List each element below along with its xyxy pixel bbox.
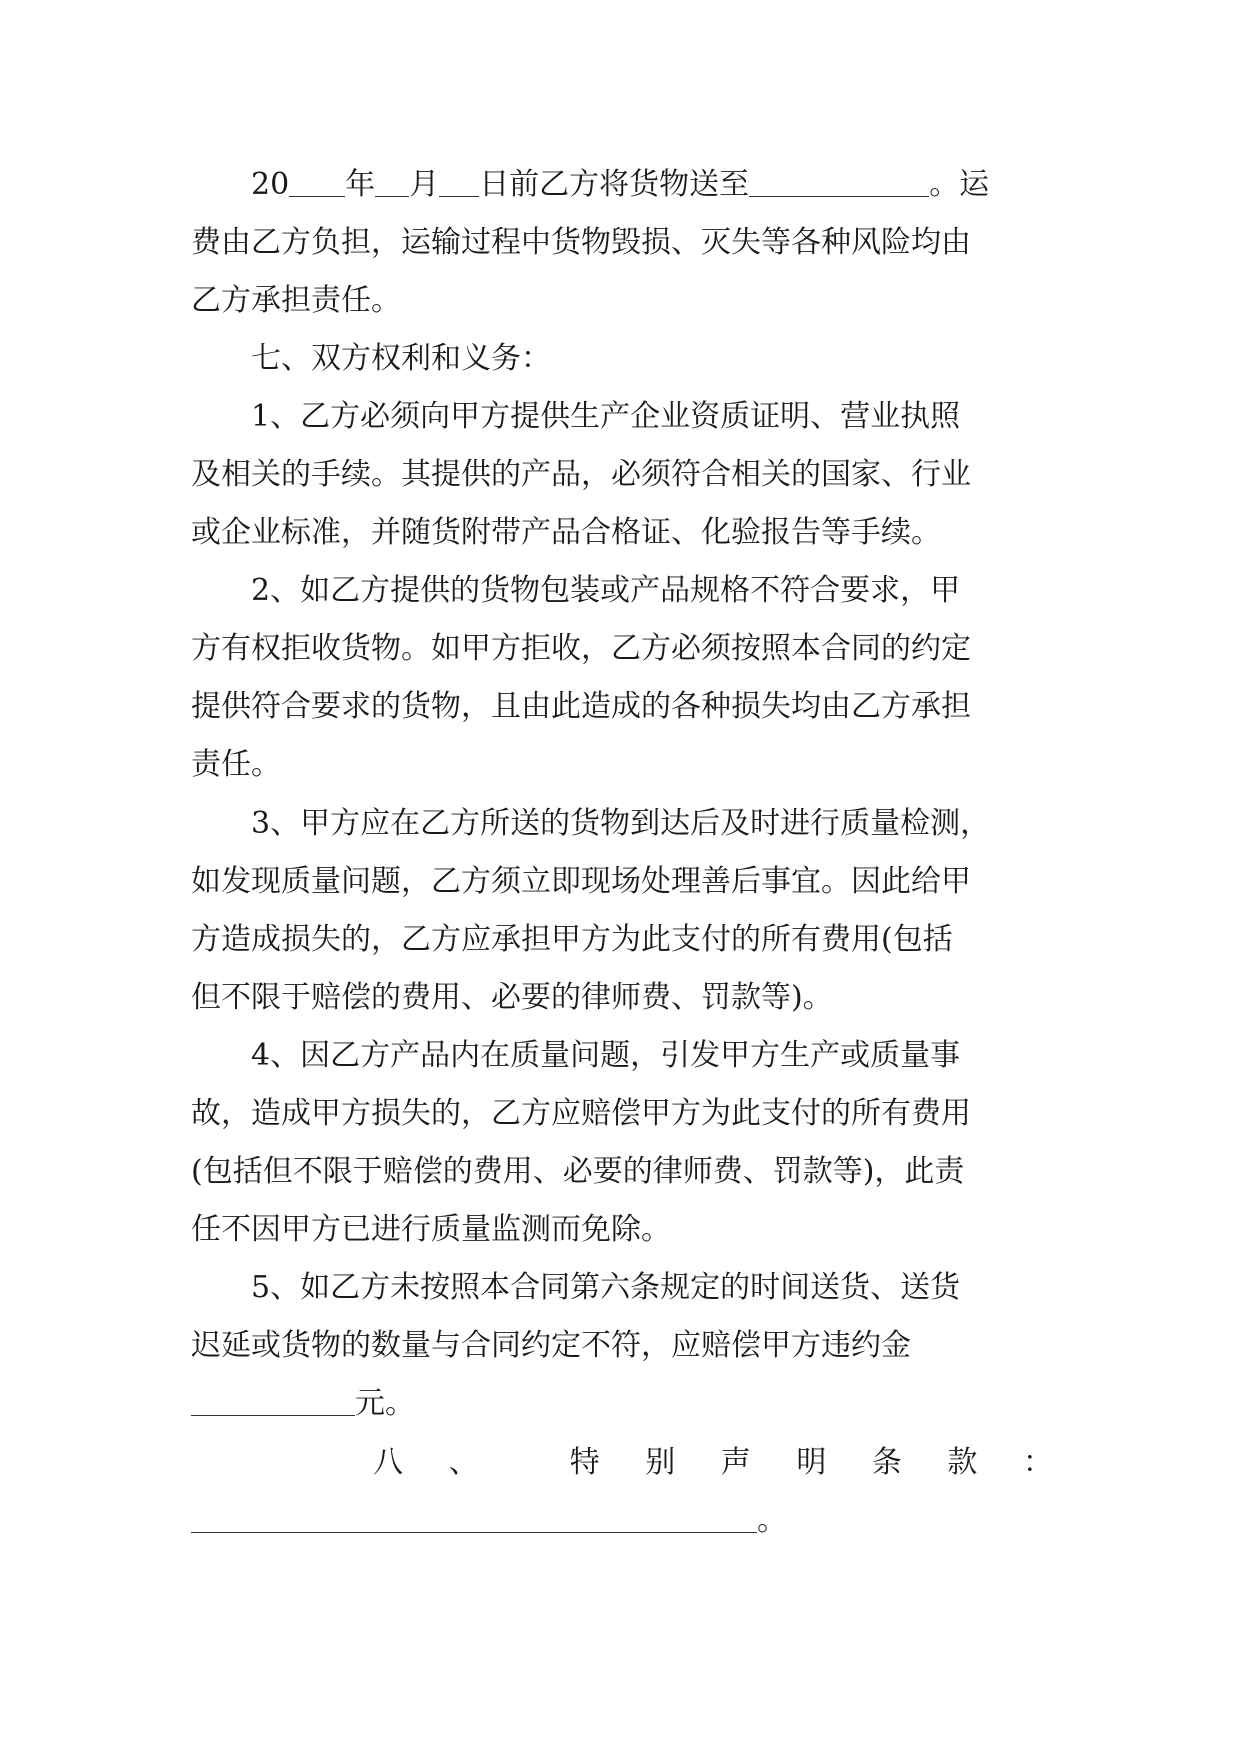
section-8-char: 特 [569, 1445, 600, 1480]
delivery-text: 日前乙方将货物送至 [479, 167, 750, 202]
year-label: 年 [345, 167, 376, 202]
month-blank [375, 166, 409, 197]
item-3-line-1: 3、甲方应在乙方所送的货物到达后及时进行质量检测， [251, 806, 991, 841]
section-8-char: 、 [448, 1445, 479, 1480]
delivery-text-end: 。运 [929, 167, 990, 202]
item-5-line-1: 5、如乙方未按照本合同第六条规定的时间送货、送货 [251, 1270, 961, 1305]
penalty-unit: 元。 [355, 1386, 415, 1421]
year-prefix: 20 [251, 167, 290, 202]
penalty-amount-blank [191, 1385, 355, 1416]
item-4-line-2: 故，造成甲方损失的，乙方应赔偿甲方为此支付的所有费用 [191, 1096, 971, 1131]
section-8-char: 八 [373, 1445, 404, 1480]
section-8-char: 明 [796, 1445, 827, 1480]
section-8-content [191, 1501, 787, 1541]
item-5-line-2: 迟延或货物的数量与合同约定不符，应赔偿甲方违约金 [191, 1328, 911, 1363]
special-terms-end: 。 [757, 1503, 787, 1538]
item-2-line-3: 提供符合要求的货物，且由此造成的各种损失均由乙方承担 [191, 689, 971, 724]
section-8-char: ： [1022, 1445, 1053, 1480]
para-delivery-line-2: 费由乙方负担，运输过程中货物毁损、灭失等各种风险均由 [191, 225, 971, 260]
section-8-heading [191, 1443, 1053, 1483]
item-1-line-2: 及相关的手续。其提供的产品，必须符合相关的国家、行业 [191, 457, 971, 492]
section-8-char: 声 [720, 1445, 751, 1480]
item-2-line-2: 方有权拒收货物。如甲方拒收，乙方必须按照本合同的约定 [191, 631, 971, 666]
section-8-char: 条 [871, 1445, 902, 1480]
item-3-line-4: 但不限于赔偿的费用、必要的律师费、罚款等)。 [191, 980, 833, 1015]
item-3-line-3: 方造成损失的，乙方应承担甲方为此支付的所有费用(包括 [191, 922, 953, 957]
section-7-heading: 七、双方权利和义务： [251, 341, 551, 376]
item-4-line-3: (包括但不限于赔偿的费用、必要的律师费、罚款等)，此责 [191, 1154, 965, 1189]
item-4-line-1: 4、因乙方产品内在质量问题，引发甲方生产或质量事 [251, 1038, 961, 1073]
para-delivery-line-1 [251, 165, 989, 205]
item-1-line-3: 或企业标准，并随货附带产品合格证、化验报告等手续。 [191, 515, 941, 550]
item-3-line-2: 如发现质量问题，乙方须立即现场处理善后事宜。因此给甲 [191, 864, 971, 899]
item-1-line-1: 1、乙方必须向甲方提供生产企业资质证明、营业执照 [251, 399, 961, 434]
item-2-line-1: 2、如乙方提供的货物包装或产品规格不符合要求，甲 [251, 573, 961, 608]
item-2-line-4: 责任。 [191, 747, 281, 782]
year-blank [289, 166, 345, 197]
item-5-line-3 [191, 1384, 415, 1424]
section-8-char: 别 [645, 1445, 676, 1480]
month-label: 月 [409, 167, 440, 202]
day-blank [439, 166, 479, 197]
special-terms-blank [191, 1502, 757, 1533]
para-delivery-line-3: 乙方承担责任。 [191, 283, 401, 318]
destination-blank [749, 166, 929, 197]
item-4-line-4: 任不因甲方已进行质量监测而免除。 [191, 1212, 671, 1247]
section-8-char: 款 [947, 1445, 978, 1480]
